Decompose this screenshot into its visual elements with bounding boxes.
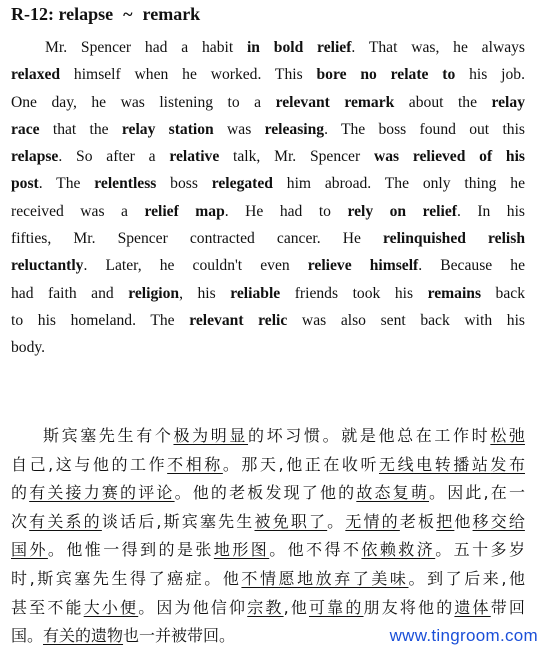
english-text: his job. xyxy=(455,66,525,84)
chinese-text: 的坏习惯。就是他总在工作时 xyxy=(248,426,491,445)
english-text: had faith and xyxy=(11,284,129,302)
chinese-text: 自己,这与他的工作 xyxy=(11,454,168,474)
chinese-line xyxy=(11,451,525,480)
chinese-text: 。他的老板发现了他的 xyxy=(174,483,357,503)
english-text: . So after a xyxy=(58,148,170,166)
chinese-line xyxy=(11,479,525,508)
chinese-text: 朋友将他的 xyxy=(363,597,455,617)
english-highlight: releasing xyxy=(264,120,325,138)
chinese-highlight: 移交给 xyxy=(472,511,525,531)
chinese-text: 时,斯宾塞先生得了癌症。他 xyxy=(11,568,242,588)
chinese-text: 老板 xyxy=(399,511,437,531)
english-line xyxy=(11,252,525,279)
english-highlight: relapse xyxy=(11,148,59,166)
chinese-text: 也一并被带回。 xyxy=(123,626,236,646)
english-text: . In his xyxy=(456,202,525,220)
english-highlight: relaxed xyxy=(11,66,61,84)
chinese-highlight: 不相称 xyxy=(167,454,223,474)
chinese-text: 。 xyxy=(327,511,346,531)
chinese-text: ,他 xyxy=(283,597,310,617)
chinese-text: 。到了后来,他 xyxy=(408,568,525,588)
chinese-text: 他 xyxy=(454,511,473,531)
english-text: . He had to xyxy=(224,202,348,220)
english-text: himself when he worked. This xyxy=(60,66,317,84)
chinese-highlight: 有关接力赛的评论 xyxy=(29,483,175,503)
chinese-highlight: 不情愿地放弃了美味 xyxy=(241,568,409,588)
english-text: fifties, Mr. Spencer contracted cancer. He xyxy=(11,230,384,248)
chinese-highlight: 遗物 xyxy=(91,626,124,646)
chinese-highlight: 发布 xyxy=(490,454,525,474)
chinese-line xyxy=(11,508,525,537)
english-line xyxy=(11,198,525,225)
chinese-text: 。因为他信仰 xyxy=(138,597,248,617)
chinese-highlight: 依赖救济 xyxy=(361,540,436,560)
chinese-highlight: 被免职了 xyxy=(254,511,328,531)
chinese-text: 。那天,他正在收听 xyxy=(222,454,380,474)
chinese-highlight: 宗教 xyxy=(247,597,284,617)
english-line xyxy=(11,61,525,88)
chinese-text: 。五十多岁 xyxy=(435,540,525,560)
chinese-highlight: 故态复萌 xyxy=(356,483,430,503)
english-text: was xyxy=(213,120,265,138)
english-text: . Because he xyxy=(418,257,525,275)
chinese-text: 甚至不能 xyxy=(11,597,84,617)
english-highlight: relieve himself xyxy=(307,257,419,275)
chinese-text: 次 xyxy=(11,511,30,531)
chinese-highlight: 松弛 xyxy=(490,426,525,445)
english-line xyxy=(11,225,525,252)
english-text: back xyxy=(481,284,525,302)
english-text: received was a xyxy=(11,202,145,220)
english-highlight: relinquished relish xyxy=(383,230,525,248)
chinese-highlight: 地形图 xyxy=(213,540,270,560)
english-text: that the xyxy=(39,120,122,138)
english-highlight: relevant remark xyxy=(275,93,395,111)
chinese-text: 国。 xyxy=(11,626,44,646)
english-line xyxy=(11,334,525,361)
chinese-line xyxy=(11,536,525,565)
chinese-highlight: 极为明显 xyxy=(173,426,249,445)
english-text: Mr. Spencer had a habit xyxy=(45,39,247,56)
english-highlight: was relieved of his xyxy=(373,148,525,166)
chinese-text: 带回 xyxy=(490,597,525,617)
english-line xyxy=(11,89,525,116)
english-text: One day, he was listening to a xyxy=(11,93,276,111)
english-text: talk, Mr. Spencer xyxy=(219,148,374,166)
english-highlight: relegated xyxy=(211,175,273,193)
english-highlight: bore no relate to xyxy=(316,66,456,84)
english-line xyxy=(11,280,525,307)
english-text: body. xyxy=(11,339,46,357)
english-highlight: post xyxy=(11,175,39,193)
english-text: . The xyxy=(38,175,95,193)
english-line xyxy=(11,143,525,170)
english-text: . That was, he always xyxy=(351,39,525,56)
english-highlight: rely on relief xyxy=(347,202,457,220)
english-highlight: reliable xyxy=(230,284,281,302)
heading-code: R-12: xyxy=(11,4,54,24)
english-text: boss xyxy=(156,175,212,193)
heading-separator: ~ xyxy=(123,4,133,24)
chinese-line xyxy=(11,422,525,451)
chinese-highlight: 可靠的 xyxy=(309,597,364,617)
english-highlight: relief map xyxy=(144,202,225,220)
english-line xyxy=(11,170,525,197)
chinese-highlight: 无情的 xyxy=(345,511,400,531)
english-highlight: relay xyxy=(491,93,525,111)
chinese-text: 谈话后,斯宾塞先生 xyxy=(101,511,255,531)
chinese-translation xyxy=(11,422,525,651)
english-highlight: race xyxy=(11,120,40,138)
chinese-text: 。因此,在一 xyxy=(429,483,525,503)
english-paragraph xyxy=(11,34,525,362)
english-text: to his homeland. The xyxy=(11,311,190,329)
english-line xyxy=(11,34,525,61)
english-text: , his xyxy=(179,284,231,302)
chinese-highlight: 有关系的 xyxy=(29,511,102,531)
english-line xyxy=(11,307,525,334)
chinese-highlight: 大小便 xyxy=(83,597,139,617)
chinese-text: 斯宾塞先生有个 xyxy=(43,426,174,445)
english-highlight: remains xyxy=(427,284,482,302)
chinese-text: 。他惟一得到的是张 xyxy=(47,540,214,560)
chinese-highlight: 无线电转播站 xyxy=(379,454,491,474)
entry-heading xyxy=(11,4,200,25)
english-text: . The boss found out this xyxy=(324,120,525,138)
chinese-highlight: 国外 xyxy=(11,540,48,560)
english-text: was also sent back with his xyxy=(287,311,525,329)
chinese-highlight: 有关的 xyxy=(43,626,92,646)
chinese-line xyxy=(11,594,525,623)
english-text: about the xyxy=(394,93,492,111)
watermark: www.tingroom.com xyxy=(389,626,538,645)
english-text: him abroad. The only thing he xyxy=(272,175,525,193)
chinese-highlight: 把 xyxy=(436,511,455,531)
chinese-text: 的 xyxy=(11,483,30,503)
english-line xyxy=(11,116,525,143)
english-highlight: religion xyxy=(128,284,180,302)
english-highlight: in bold relief xyxy=(246,39,352,56)
english-highlight: reluctantly xyxy=(11,257,84,275)
english-highlight: relay station xyxy=(121,120,214,138)
english-text: . Later, he couldn't even xyxy=(83,257,308,275)
english-highlight: relevant relic xyxy=(189,311,288,329)
english-text: friends took his xyxy=(280,284,428,302)
heading-word-from: relapse xyxy=(58,4,114,24)
heading-word-to: remark xyxy=(142,4,201,24)
chinese-text: 。他不得不 xyxy=(269,540,362,560)
chinese-line xyxy=(11,565,525,594)
chinese-highlight: 遗体 xyxy=(454,597,491,617)
english-highlight: relative xyxy=(169,148,220,166)
english-highlight: relentless xyxy=(94,175,157,193)
